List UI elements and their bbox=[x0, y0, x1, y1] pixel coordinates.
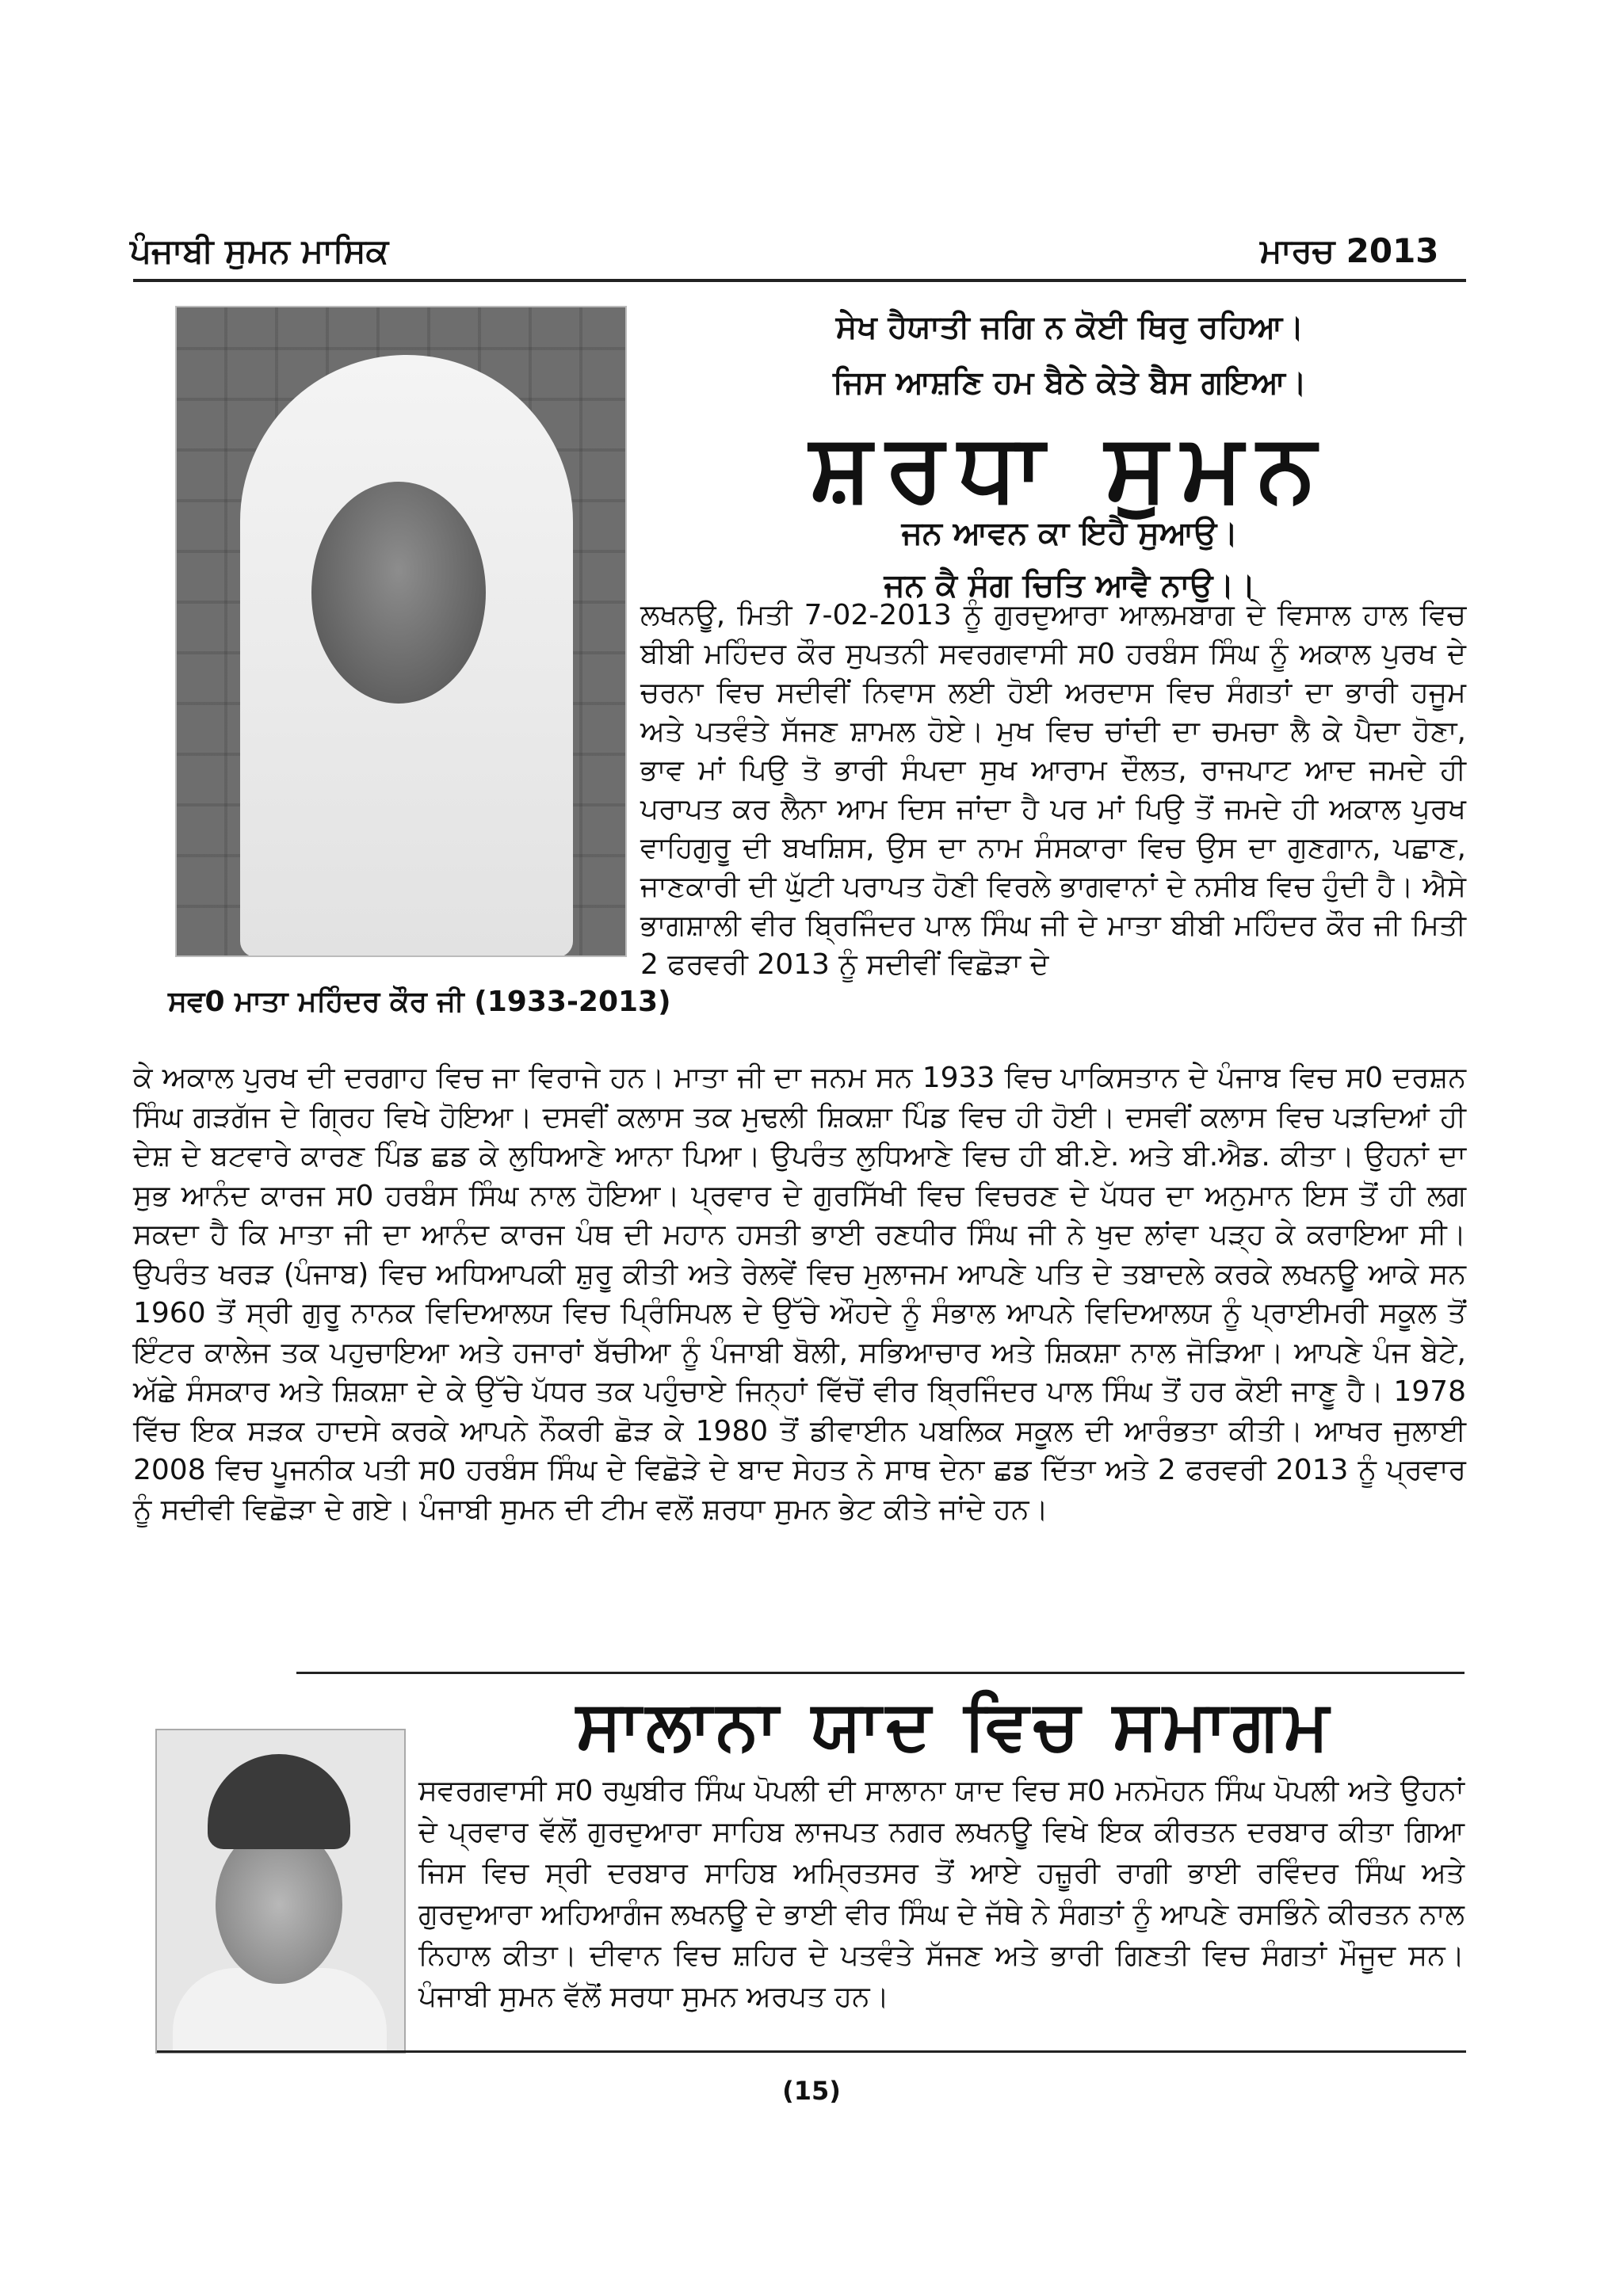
portrait-photo-raghubir-singh bbox=[155, 1729, 406, 2054]
verse-top bbox=[682, 299, 1458, 410]
footer-rule bbox=[157, 2050, 1466, 2053]
magazine-name: ਪੰਜਾਬੀ ਸੁਮਨ ਮਾਸਿਕ bbox=[130, 231, 389, 270]
issue-date: ਮਾਰਚ 2013 bbox=[1260, 231, 1439, 270]
portrait-photo-mata-mahinder-kaur bbox=[175, 306, 627, 957]
verse-line: ਜਨ ਆਵਨ ਕਾ ਇਹੈ ਸੁਆਉ। bbox=[901, 515, 1239, 551]
page-number: (15) bbox=[782, 2076, 841, 2106]
section-paragraph: ਸਵਰਗਵਾਸੀ ਸ0 ਰਘੁਬੀਰ ਸਿੰਘ ਪੋਪਲੀ ਦੀ ਸਾਲਾਨਾ ਯਾਦ ਵਿਚ ਸ0 ਮਨਮੋਹਨ ਸਿੰਘ ਪੋਪਲੀ ਅਤੇ ਉਹਨਾਂ ਦੇ ਪ੍ਰਵਾਰ ਵੱਲੋਂ ਗੁਰਦੁਆਰਾ ਸਾਹਿਬ ਲਾਜਪਤ ਨਗਰ ਲਖਨਊ ਵਿਖੇ ਇਕ ਕੀਰਤਨ ਦਰਬਾਰ ਕੀਤਾ ਗਿਆ ਜਿਸ ਵਿਚ ਸ੍ਰੀ ਦਰਬਾਰ ਸਾਹਿਬ ਅਮ੍ਰਿਤਸਰ ਤੋਂ ਆਏ ਹਜ਼ੂਰੀ ਰਾਗੀ ਭਾਈ ਰਵਿੰਦਰ ਸਿੰਘ ਅਤੇ ਗੁਰਦੁਆਰਾ ਅਹਿਆਗੰਜ ਲਖਨਊ ਦੇ ਭਾਈ ਵੀਰ ਸਿੰਘ ਦੇ ਜੱਥੇ ਨੇ ਸੰਗਤਾਂ ਨੂੰ ਆਪਣੇ ਰਸਭਿੰਨੇ ਕੀਰਤਨ ਨਾਲ ਨਿਹਾਲ ਕੀਤਾ। ਦੀਵਾਨ ਵਿਚ ਸ਼ਹਿਰ ਦੇ ਪਤਵੰਤੇ ਸੱਜਣ ਅਤੇ ਭਾਰੀ ਗਿਣਤੀ ਵਿਚ ਸੰਗਤਾਂ ਮੌਜੂਦ ਸਨ। ਪੰਜਾਬੀ ਸੁਮਨ ਵੱਲੋਂ ਸਰਧਾ ਸੁਮਨ ਅਰਪਤ ਹਨ। bbox=[418, 1775, 1465, 2013]
photo-caption: ਸਵ0 ਮਾਤਾ ਮਹਿੰਦਰ ਕੌਰ ਜੀ (1933-2013) bbox=[168, 986, 671, 1018]
header-rule bbox=[133, 279, 1466, 282]
verse-line: ਸੇਖ ਹੈਯਾਤੀ ਜਗਿ ਨ ਕੋਈ ਥਿਰੁ ਰਹਿਆ। bbox=[835, 309, 1304, 345]
article-title: ਸ਼ਰਧਾ ਸੁਮਨ bbox=[809, 412, 1331, 521]
verse-line: ਜਨ ਕੈ ਸੰਗ ਚਿਤਿ ਆਵੈ ਨਾਉ।। bbox=[884, 567, 1256, 604]
section-title: ਸਾਲਾਨਾ ਯਾਦ ਵਿਚ ਸਮਾਗਮ bbox=[576, 1686, 1334, 1765]
section-rule bbox=[296, 1672, 1465, 1674]
verse-line: ਜਿਸ ਆਸ਼ਣਿ ਹਮ ਬੈਠੇ ਕੇਤੇ ਬੈਸ ਗਇਆ। bbox=[833, 364, 1307, 401]
article-paragraph-right: ਲਖਨਊ, ਮਿਤੀ 7-02-2013 ਨੂੰ ਗੁਰਦੁਆਰਾ ਆਲਮਬਾਗ ਦੇ ਵਿਸਾਲ ਹਾਲ ਵਿਚ ਬੀਬੀ ਮਹਿੰਦਰ ਕੌਰ ਸੁਪਤਨੀ ਸਵਰਗਵਾਸੀ ਸ0 ਹਰਬੰਸ ਸਿੰਘ ਨੂੰ ਅਕਾਲ ਪੁਰਖ ਦੇ ਚਰਨਾ ਵਿਚ ਸਦੀਵੀਂ ਨਿਵਾਸ ਲਈ ਹੋਈ ਅਰਦਾਸ ਵਿਚ ਸੰਗਤਾਂ ਦਾ ਭਾਰੀ ਹਜੂਮ ਅਤੇ ਪਤਵੰਤੇ ਸੱਜਣ ਸ਼ਾਮਲ ਹੋਏ। ਮੁਖ ਵਿਚ ਚਾਂਦੀ ਦਾ ਚਮਚਾ ਲੈ ਕੇ ਪੈਦਾ ਹੋਣਾ, ਭਾਵ ਮਾਂ ਪਿਉ ਤੋ ਭਾਰੀ ਸੰਪਦਾ ਸੁਖ ਆਰਾਮ ਦੌਲਤ, ਰਾਜਪਾਟ ਆਦ ਜਮਦੇ ਹੀ ਪਰਾਪਤ ਕਰ ਲੈਨਾ ਆਮ ਦਿਸ ਜਾਂਦਾ ਹੈ ਪਰ ਮਾਂ ਪਿਉ ਤੋਂ ਜਮਦੇ ਹੀ ਅਕਾਲ ਪੁਰਖ ਵਾਹਿਗੁਰੂ ਦੀ ਬਖਸ਼ਿਸ, ਉਸ ਦਾ ਨਾਮ ਸੰਸਕਾਰਾ ਵਿਚ ਉਸ ਦਾ ਗੁਣਗਾਨ, ਪਛਾਣ, ਜਾਣਕਾਰੀ ਦੀ ਘੁੱਟੀ ਪਰਾਪਤ ਹੋਣੀ ਵਿਰਲੇ ਭਾਗਵਾਨਾਂ ਦੇ ਨਸੀਬ ਵਿਚ ਹੁੰਦੀ ਹੈ। ਐਸੇ ਭਾਗਸ਼ਾਲੀ ਵੀਰ ਬ੍ਰਿਜਿੰਦਰ ਪਾਲ ਸਿੰਘ ਜੀ ਦੇ ਮਾਤਾ ਬੀਬੀ ਮਹਿੰਦਰ ਕੌਰ ਜੀ ਮਿਤੀ 2 ਫਰਵਰੀ 2013 ਨੂੰ ਸਦੀਵੀਂ ਵਿਛੋੜਾ ਦੇ bbox=[640, 599, 1466, 981]
article-paragraph-full: ਕੇ ਅਕਾਲ ਪੁਰਖ ਦੀ ਦਰਗਾਹ ਵਿਚ ਜਾ ਵਿਰਾਜੇ ਹਨ। ਮਾਤਾ ਜੀ ਦਾ ਜਨਮ ਸਨ 1933 ਵਿਚ ਪਾਕਿਸਤਾਨ ਦੇ ਪੰਜਾਬ ਵਿਚ ਸ0 ਦਰਸ਼ਨ ਸਿੰਘ ਗੜਗੱਜ ਦੇ ਗ੍ਰਿਹ ਵਿਖੇ ਹੋਇਆ। ਦਸਵੀਂ ਕਲਾਸ ਤਕ ਮੁਢਲੀ ਸ਼ਿਕਸ਼ਾ ਪਿੰਡ ਵਿਚ ਹੀ ਹੋਈ। ਦਸਵੀਂ ਕਲਾਸ ਵਿਚ ਪੜਦਿਆਂ ਹੀ ਦੇਸ਼ ਦੇ ਬਟਵਾਰੇ ਕਾਰਣ ਪਿੰਡ ਛਡ ਕੇ ਲੁਧਿਆਣੇ ਆਨਾ ਪਿਆ। ਉਪਰੰਤ ਲੁਧਿਆਣੇ ਵਿਚ ਹੀ ਬੀ.ਏ. ਅਤੇ ਬੀ.ਐਡ. ਕੀਤਾ। ਉਹਨਾਂ ਦਾ ਸੁਭ ਆਨੰਦ ਕਾਰਜ ਸ0 ਹਰਬੰਸ ਸਿੰਘ ਨਾਲ ਹੋਇਆ। ਪ੍ਰਵਾਰ ਦੇ ਗੁਰਸਿੱਖੀ ਵਿਚ ਵਿਚਰਣ ਦੇ ਪੱਧਰ ਦਾ ਅਨੁਮਾਨ ਇਸ ਤੋਂ ਹੀ ਲਗ ਸਕਦਾ ਹੈ ਕਿ ਮਾਤਾ ਜੀ ਦਾ ਆਨੰਦ ਕਾਰਜ ਪੰਥ ਦੀ ਮਹਾਨ ਹਸਤੀ ਭਾਈ ਰਣਧੀਰ ਸਿੰਘ ਜੀ ਨੇ ਖੁਦ ਲਾਂਵਾ ਪੜ੍ਹ ਕੇ ਕਰਾਇਆ ਸੀ। ਉਪਰੰਤ ਖਰੜ (ਪੰਜਾਬ) ਵਿਚ ਅਧਿਆਪਕੀ ਸ਼ੁਰੂ ਕੀਤੀ ਅਤੇ ਰੇਲਵੇਂ ਵਿਚ ਮੁਲਾਜਮ ਆਪਣੇ ਪਤਿ ਦੇ ਤਬਾਦਲੇ ਕਰਕੇ ਲਖਨਊ ਆਕੇ ਸਨ 1960 ਤੋਂ ਸ੍ਰੀ ਗੁਰੂ ਨਾਨਕ ਵਿਦਿਆਲਯ ਵਿਚ ਪ੍ਰਿੰਸਿਪਲ ਦੇ ਉੱਚੇ ਔਹਦੇ ਨੂੰ ਸੰਭਾਲ ਆਪਨੇ ਵਿਦਿਆਲਯ ਨੂੰ ਪ੍ਰਾਈਮਰੀ ਸਕੂਲ ਤੋਂ ਇੰਟਰ ਕਾਲੇਜ ਤਕ ਪਹੁਚਾਇਆ ਅਤੇ ਹਜਾਰਾਂ ਬੱਚੀਆ ਨੂੰ ਪੰਜਾਬੀ ਬੋਲੀ, ਸਭਿਆਚਾਰ ਅਤੇ ਸ਼ਿਕਸ਼ਾ ਨਾਲ ਜੋੜਿਆ। ਆਪਣੇ ਪੰਜ ਬੇਟੇ, ਅੱਛੇ ਸੰਸਕਾਰ ਅਤੇ ਸ਼ਿਕਸ਼ਾ ਦੇ ਕੇ ਉੱਚੇ ਪੱਧਰ ਤਕ ਪਹੁੰਚਾਏ ਜਿਨ੍ਹਾਂ ਵਿੱਚੋਂ ਵੀਰ ਬ੍ਰਿਜਿੰਦਰ ਪਾਲ ਸਿੰਘ ਤੋਂ ਹਰ ਕੋਈ ਜਾਣੂ ਹੈ। 1978 ਵਿੱਚ ਇਕ ਸੜਕ ਹਾਦਸੇ ਕਰਕੇ ਆਪਨੇ ਨੌਕਰੀ ਛੋੜ ਕੇ 1980 ਤੋਂ ਡੀਵਾਈਨ ਪਬਲਿਕ ਸਕੂਲ ਦੀ ਆਰੰਭਤਾ ਕੀਤੀ। ਆਖਰ ਜੁਲਾਈ 2008 ਵਿਚ ਪੂਜਨੀਕ ਪਤੀ ਸ0 ਹਰਬੰਸ ਸਿੰਘ ਦੇ ਵਿਛੋੜੇ ਦੇ ਬਾਦ ਸੇਹਤ ਨੇ ਸਾਥ ਦੇਨਾ ਛਡ ਦਿੱਤਾ ਅਤੇ 2 ਫਰਵਰੀ 2013 ਨੂੰ ਪ੍ਰਵਾਰ ਨੂੰ ਸਦੀਵੀ ਵਿਛੋੜਾ ਦੇ ਗਏ। ਪੰਜਾਬੀ ਸੁਮਨ ਦੀ ਟੀਮ ਵਲੋਂ ਸ਼ਰਧਾ ਸੁਮਨ ਭੇਟ ਕੀਤੇ ਜਾਂਦੇ ਹਨ। bbox=[133, 1062, 1466, 1526]
